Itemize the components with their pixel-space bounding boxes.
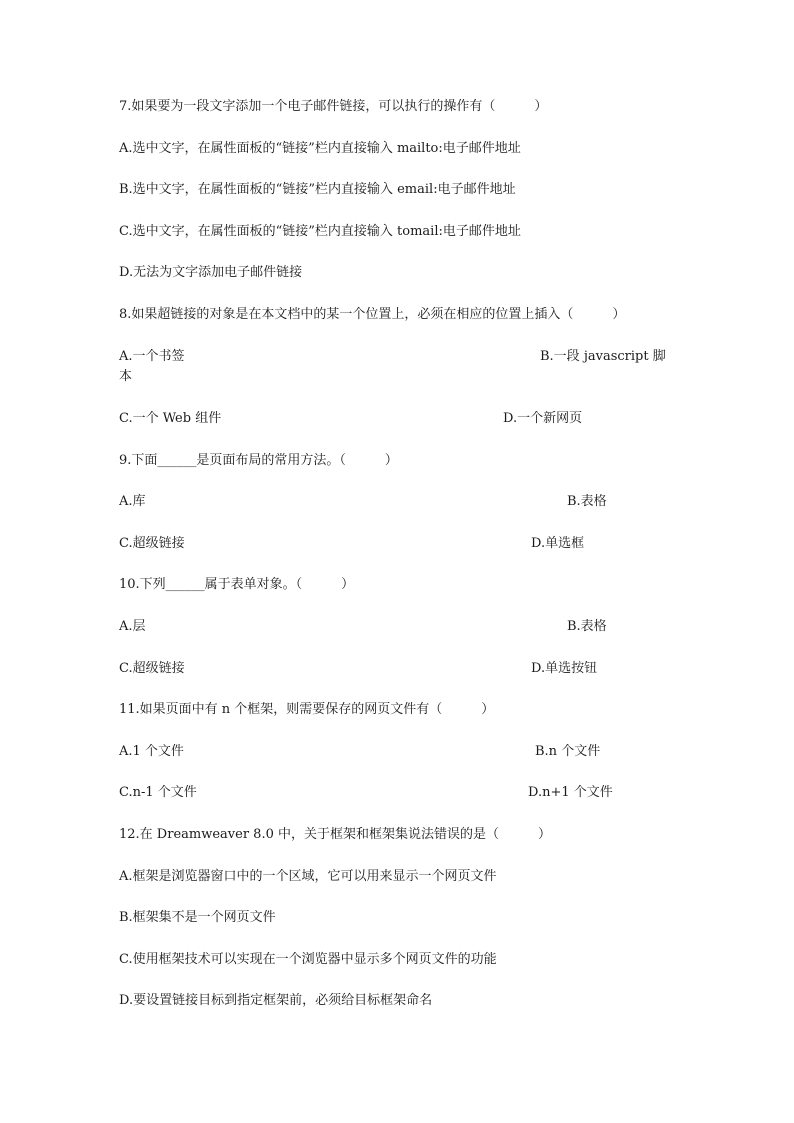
question-8-option-b-wrap: 本 [119,369,133,384]
question-8-option-b: B.一段 javascript 脚 [540,349,666,364]
question-7-option-b: B.选中文字，在属性面板的“链接”栏内直接输入 email:电子邮件地址 [119,182,516,197]
question-11-option-c: C.n-1 个文件 [119,785,197,800]
question-8-option-c: C.一个 Web 组件 [119,411,222,426]
question-11-option-b: B.n 个文件 [535,744,601,759]
question-11-option-d: D.n+1 个文件 [528,785,613,800]
question-12-stem: 12.在 Dreamweaver 8.0 中，关于框架和框架集说法错误的是（ ） [119,827,551,842]
question-10-stem: 10.下列______属于表单对象。（ ） [119,577,355,592]
question-9-option-d: D.单选框 [531,536,585,551]
question-10-option-d: D.单选按钮 [531,661,598,676]
question-11-stem: 11.如果页面中有 n 个框架，则需要保存的网页文件有（ ） [119,702,495,717]
question-9-option-c: C.超级链接 [119,536,185,551]
question-7-option-d: D.无法为文字添加电子邮件链接 [119,265,303,280]
question-9-option-b: B.表格 [567,494,607,509]
question-12-option-a: A.框架是浏览器窗口中的一个区域，它可以用来显示一个网页文件 [119,869,497,884]
question-11-option-a: A.1 个文件 [119,744,184,759]
question-10-option-b: B.表格 [567,619,607,634]
question-8-stem: 8.如果超链接的对象是在本文档中的某一个位置上，必须在相应的位置上插入（ ） [119,307,626,322]
question-7-stem: 7.如果要为一段文字添加一个电子邮件链接，可以执行的操作有（ ） [119,99,548,114]
question-12-option-c: C.使用框架技术可以实现在一个浏览器中显示多个网页文件的功能 [119,952,497,967]
question-7-option-c: C.选中文字，在属性面板的“链接”栏内直接输入 tomail:电子邮件地址 [119,224,521,239]
question-9-stem: 9.下面______是页面布局的常用方法。（ ） [119,453,398,468]
question-12-option-b: B.框架集不是一个网页文件 [119,910,276,925]
question-8-option-d: D.一个新网页 [503,411,583,426]
question-12-option-d: D.要设置链接目标到指定框架前，必须给目标框架命名 [119,993,433,1008]
question-10-option-c: C.超级链接 [119,661,185,676]
question-7-option-a: A.选中文字，在属性面板的“链接”栏内直接输入 mailto:电子邮件地址 [119,141,521,156]
question-8-option-a: A.一个书签 [119,349,185,364]
question-9-option-a: A.库 [119,494,146,509]
question-10-option-a: A.层 [119,619,146,634]
